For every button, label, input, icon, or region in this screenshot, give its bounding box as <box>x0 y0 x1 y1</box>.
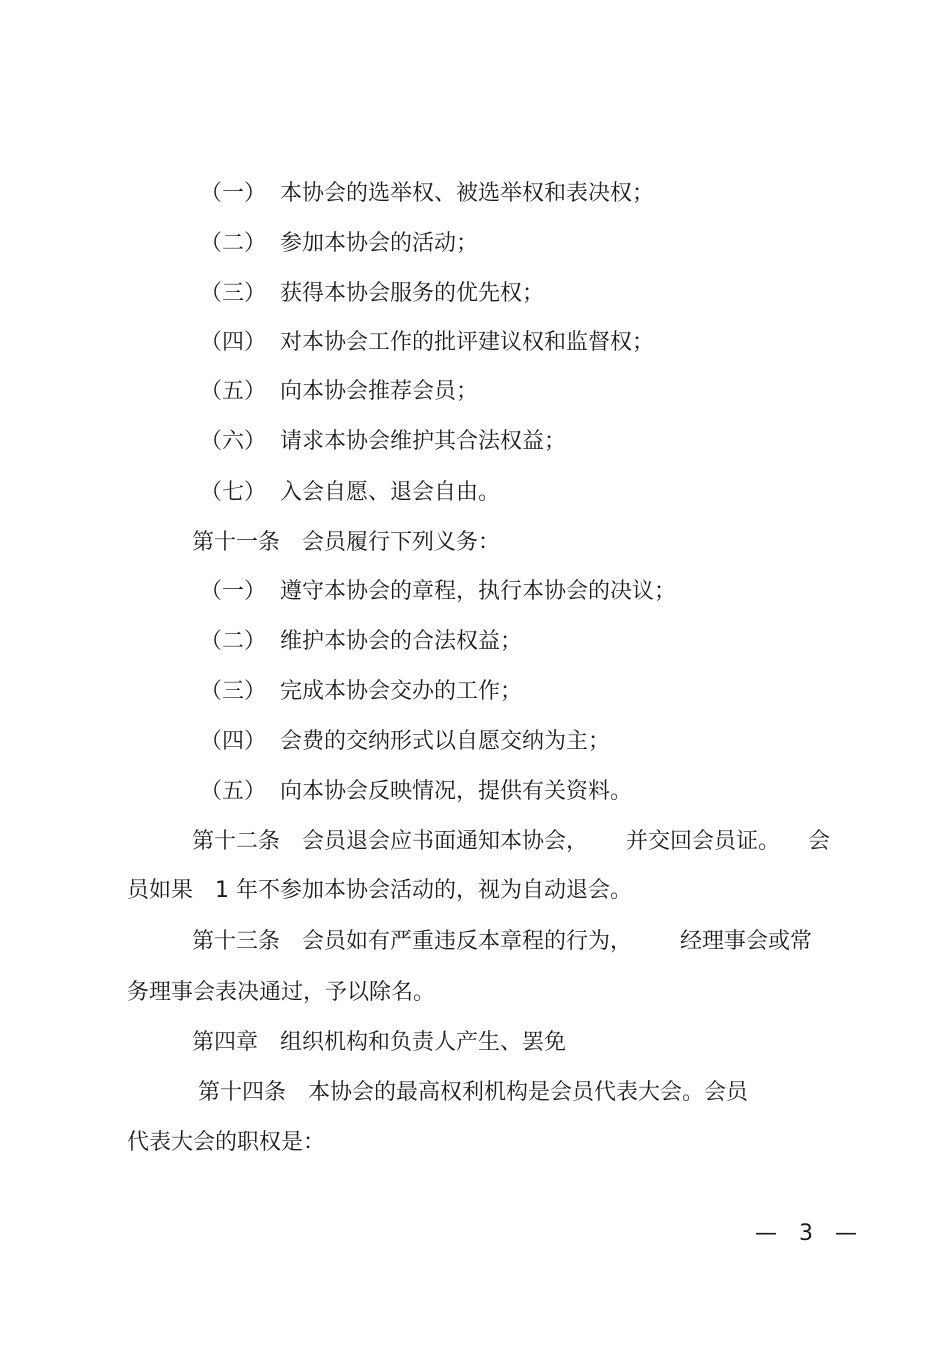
list-text: 入会自愿、退会自由。 <box>280 480 501 505</box>
article-14-line2: 代表大会的职权是： <box>127 1130 326 1155</box>
article-12-part3: 会 <box>808 829 831 854</box>
chapter-4-title: 第四章 组织机构和负责人产生、罢免 <box>192 1030 567 1055</box>
list-number: （六） <box>200 429 267 454</box>
article-13-line2: 务理事会表决通过，予以除名。 <box>127 980 436 1005</box>
list-number: （二） <box>200 629 267 654</box>
list-number: （一） <box>200 579 267 604</box>
list-text: 本协会的选举权、被选举权和表决权； <box>280 181 655 206</box>
article-13-part1: 第十三条 会员如有严重违反本章程的行为， <box>192 929 633 954</box>
list-text: 请求本协会维护其合法权益； <box>280 429 567 454</box>
list-number: （一） <box>200 181 267 206</box>
list-number: （四） <box>200 330 267 355</box>
list-text: 维护本协会的合法权益； <box>280 629 523 654</box>
list-number: （三） <box>200 679 267 704</box>
list-text: 遵守本协会的章程，执行本协会的决议； <box>280 579 677 604</box>
list-text: 向本协会推荐会员； <box>280 379 479 404</box>
list-text: 对本协会工作的批评建议权和监督权； <box>280 330 655 355</box>
list-text: 向本协会反映情况，提供有关资料。 <box>280 779 633 804</box>
article-12-line2: 员如果 1 年不参加本协会活动的，视为自动退会。 <box>127 878 632 903</box>
list-number: （三） <box>200 281 267 306</box>
list-number: （二） <box>200 231 267 256</box>
article-11-heading: 第十一条 会员履行下列义务： <box>192 530 501 555</box>
article-12-part1: 第十二条 会员退会应书面通知本协会， <box>192 829 589 854</box>
list-number: （五） <box>200 779 267 804</box>
list-text: 完成本协会交办的工作； <box>280 679 523 704</box>
article-14-line1: 第十四条 本协会的最高权利机构是会员代表大会。会员 <box>198 1080 749 1105</box>
list-text: 获得本协会服务的优先权； <box>280 281 545 306</box>
list-number: （五） <box>200 379 267 404</box>
article-13-part2: 经理事会或常 <box>680 929 813 954</box>
list-number: （七） <box>200 480 267 505</box>
page-number: — 3 — <box>755 1221 857 1246</box>
list-text: 会费的交纳形式以自愿交纳为主； <box>280 729 611 754</box>
article-12-part2: 并交回会员证。 <box>626 829 781 854</box>
list-text: 参加本协会的活动； <box>280 231 479 256</box>
list-number: （四） <box>200 729 267 754</box>
